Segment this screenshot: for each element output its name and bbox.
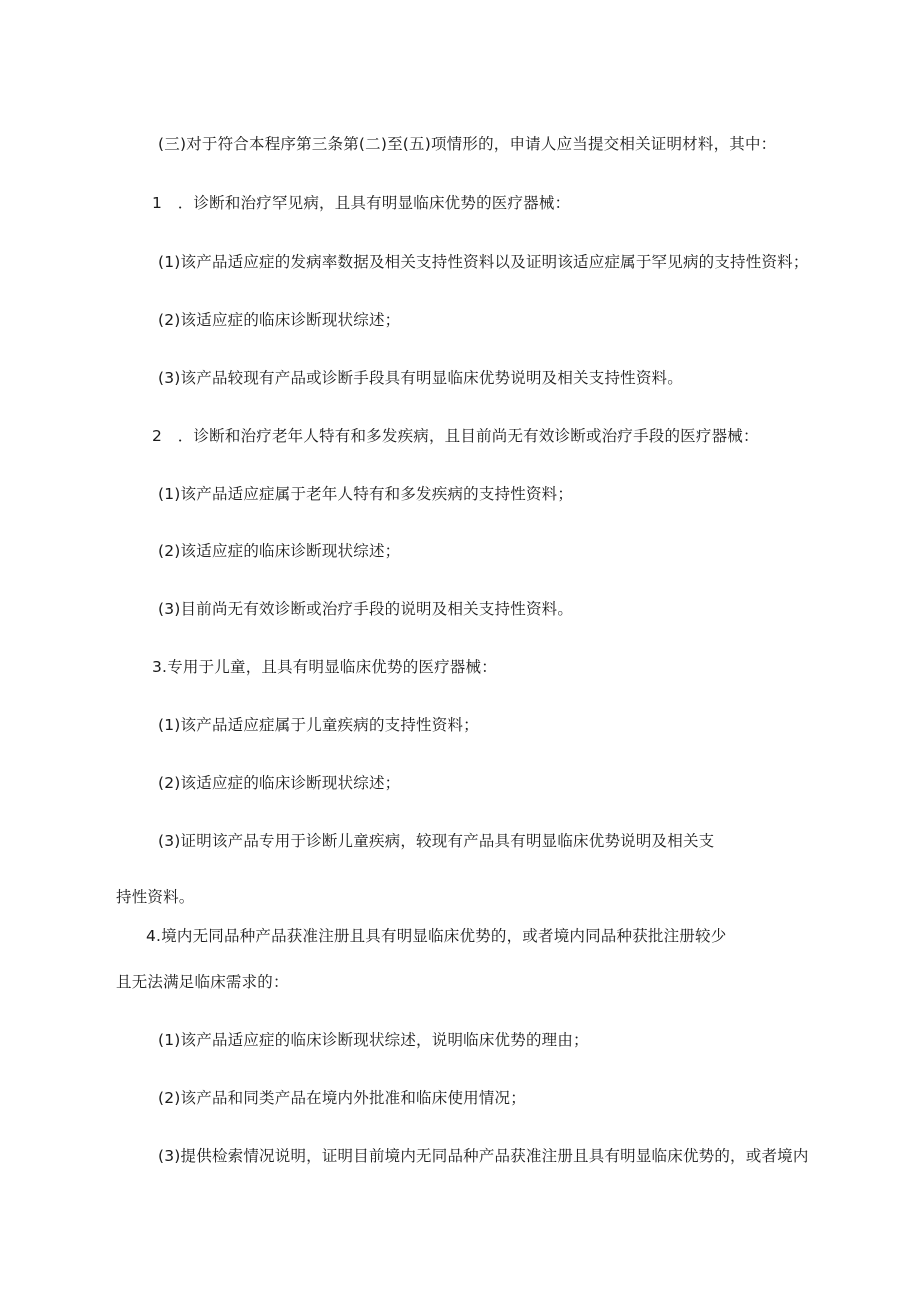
section-1-item-3: (3)该产品较现有产品或诊断手段具有明显临床优势说明及相关支持性资料。 [158,369,683,387]
section-3-item-1: (1)该产品适应症属于儿童疾病的支持性资料； [158,716,479,734]
section-4-item-2: (2)该产品和同类产品在境内外批准和临床使用情况； [158,1089,526,1107]
section-3-heading: 3.专用于儿童，且具有明显临床优势的医疗器械： [152,658,497,676]
section-2-item-3: (3)目前尚无有效诊断或治疗手段的说明及相关支持性资料。 [158,600,574,618]
section-4-heading: 4.境内无同品种产品获准注册且具有明显临床优势的，或者境内同品种获批注册较少 [146,927,727,945]
section-3-item-2: (2)该适应症的临床诊断现状综述； [158,774,401,792]
section-1-item-2: (2)该适应症的临床诊断现状综述； [158,311,401,329]
section-4-item-3: (3)提供检索情况说明，证明目前境内无同品种产品获准注册且具有明显临床优势的，或者境内 [158,1147,809,1165]
section-4-item-1: (1)该产品适应症的临床诊断现状综述，说明临床优势的理由； [158,1031,589,1049]
section-3-item-3: (3)证明该产品专用于诊断儿童疾病，较现有产品具有明显临床优势说明及相关支 [158,832,715,850]
section-4-heading-continued: 且无法满足临床需求的： [116,973,289,991]
section-3-item-3-continued: 持性资料。 [116,888,195,906]
paragraph-intro: (三)对于符合本程序第三条第(二)至(五)项情形的，申请人应当提交相关证明材料，其中： [158,135,777,153]
section-2-item-2: (2)该适应症的临床诊断现状综述； [158,542,401,560]
section-2-item-1: (1)该产品适应症属于老年人特有和多发疾病的支持性资料； [158,485,574,503]
section-1-item-1: (1)该产品适应症的发病率数据及相关支持性资料以及证明该适应症属于罕见病的支持性资料； [158,253,809,271]
section-2-heading: 2 ．诊断和治疗老年人特有和多发疾病，且目前尚无有效诊断或治疗手段的医疗器械： [152,427,759,445]
section-1-heading: 1 ．诊断和治疗罕见病，且具有明显临床优势的医疗器械： [152,194,571,212]
